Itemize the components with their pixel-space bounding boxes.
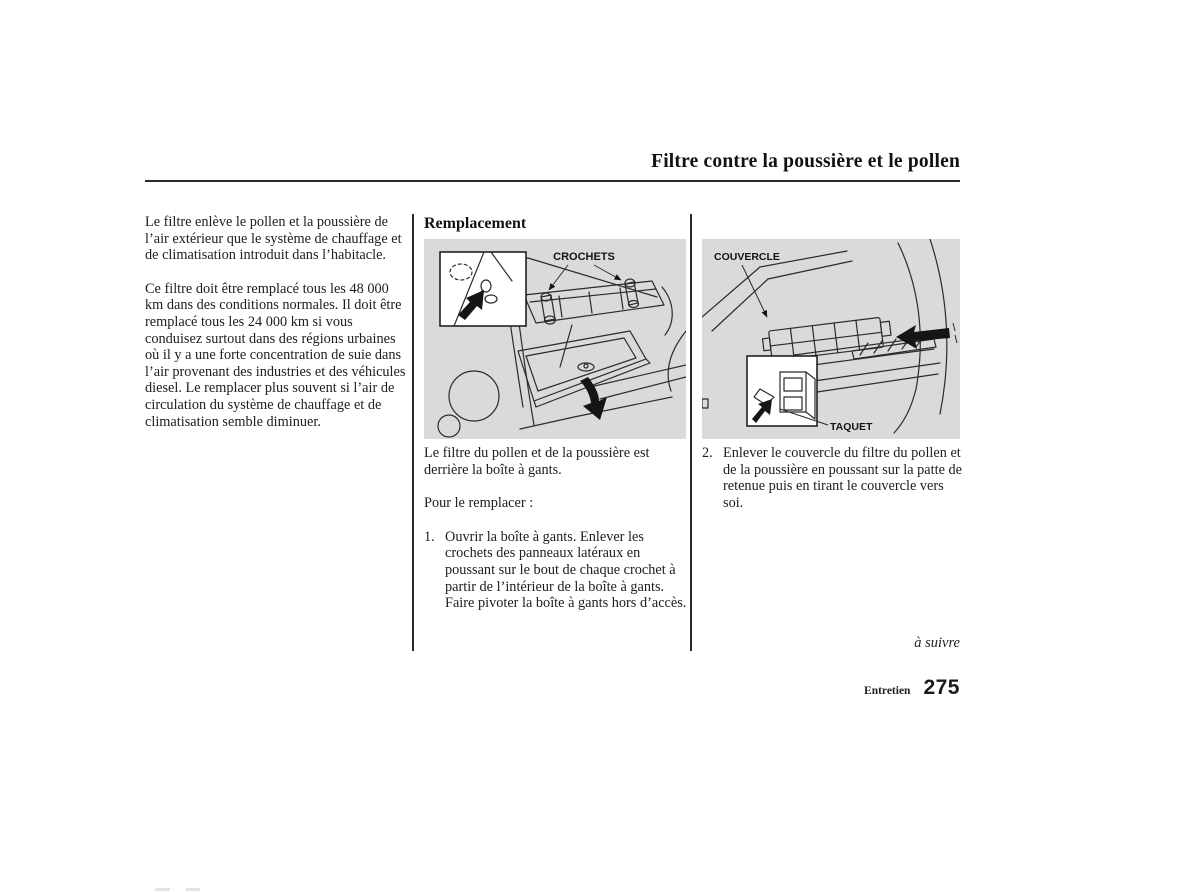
step-2-text: Enlever le couvercle du filtre du pollen et de la poussière en poussant sur la patte de retenue puis en tirant le couvercle vers soi. — [723, 445, 963, 511]
step-1-number: 1. — [424, 528, 435, 545]
couvercle-leader — [742, 265, 767, 317]
scan-artifact — [155, 888, 170, 891]
hook-left-drawing — [541, 293, 556, 324]
title-rule — [145, 180, 960, 182]
continuation-marker: à suivre — [914, 635, 960, 651]
step-1 — [424, 529, 687, 612]
page-title: Filtre contre la poussière et le pollen — [651, 151, 960, 172]
crochets-label: CROCHETS — [553, 251, 615, 263]
right-column — [702, 445, 962, 511]
motion-dashes — [953, 323, 957, 343]
figure-glovebox-hooks — [424, 239, 686, 439]
figure-filter-cover — [702, 239, 960, 439]
cover-drawing — [762, 316, 893, 361]
taquet-label: TAQUET — [830, 421, 873, 433]
glovebox-illustration — [424, 239, 686, 439]
footer-page-number: 275 — [923, 676, 960, 699]
middle-column — [424, 445, 687, 612]
filter-location-paragraph: Le filtre du pollen et de la poussière est derrière la boîte à gants. — [424, 445, 650, 478]
step-2 — [702, 445, 962, 511]
page-footer — [864, 676, 960, 700]
crochets-leader-right — [594, 265, 621, 280]
step-1-text: Ouvrir la boîte à gants. Enlever les crochets des panneaux latéraux en poussant sur le bout de chaque crochet à partir de l’intérieur de la boîte à gants. Faire pivoter la boîte à gants hors d’accès. — [445, 528, 687, 612]
crochets-leader-left — [549, 265, 568, 290]
section-heading: Remplacement — [424, 215, 527, 232]
footer-section-label: Entretien — [864, 685, 911, 697]
couvercle-label: COUVERCLE — [714, 251, 780, 263]
left-column — [145, 214, 410, 447]
replace-intro: Pour le remplacer : — [424, 495, 534, 512]
hook-closeup-inset — [440, 252, 526, 326]
step-2-number: 2. — [702, 445, 713, 461]
column-divider-right — [690, 214, 692, 651]
scan-artifact — [186, 888, 200, 891]
intro-paragraph: Le filtre enlève le pollen et la poussière de l’air extérieur que le système de chauffage et de climatisation introduit dans l’habitacle. — [145, 214, 402, 264]
interval-paragraph: Ce filtre doit être remplacé tous les 48 000 km dans des conditions normales. Il doit être remplacé tous les 24 000 km si vous conduisez surtout dans des régions urbaines où il y a une forte concentration de suie dans l’air provenant des industries et des véhicules diesel. Le remplacer plus souvent si l’air de circulation du système de chauffage et de climatisation semble diminuer. — [145, 280, 406, 430]
filter-cover-illustration — [702, 239, 960, 439]
column-divider-left — [412, 214, 414, 651]
